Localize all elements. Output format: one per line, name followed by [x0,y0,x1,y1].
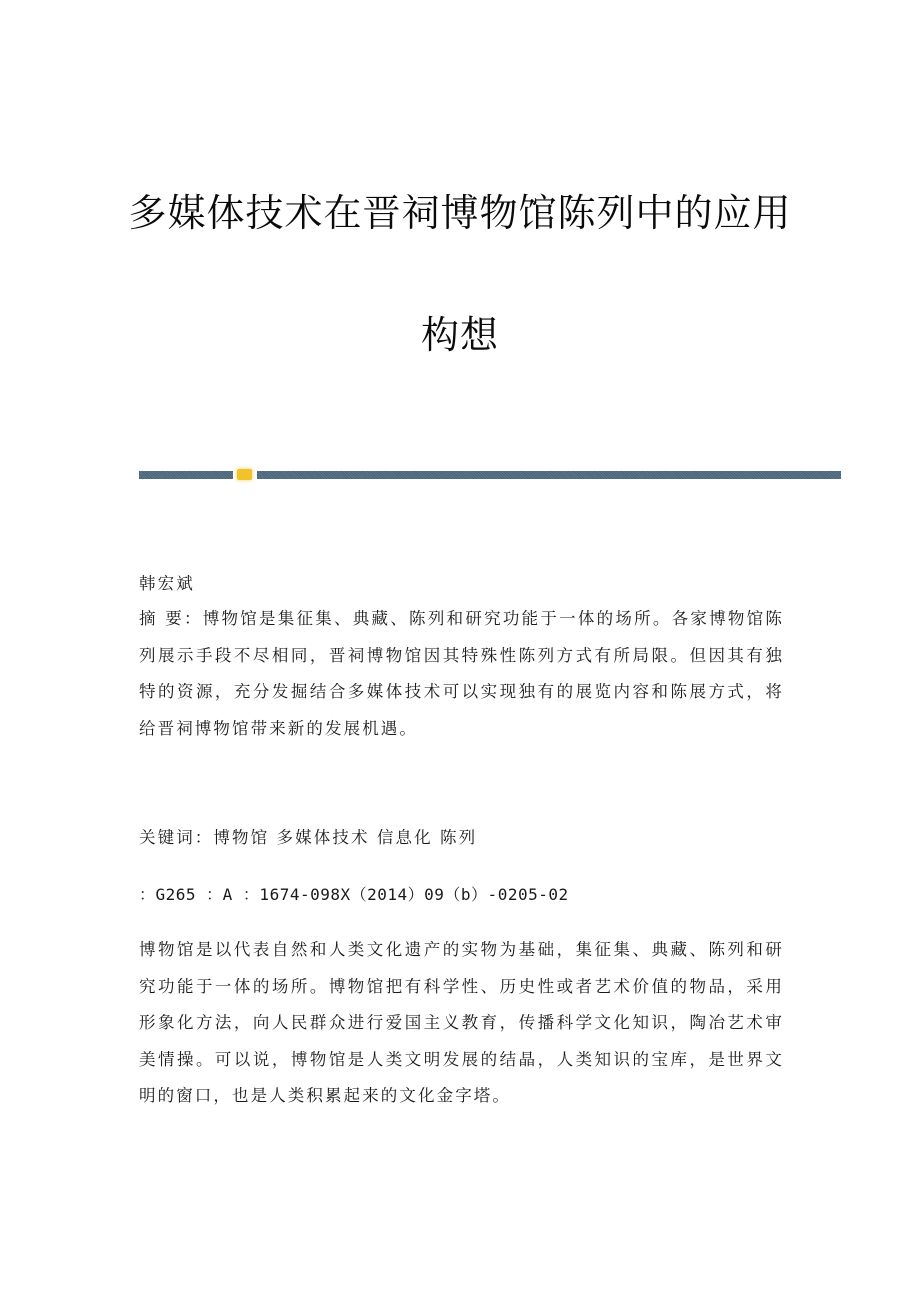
divider-bar-left [139,471,233,479]
document-title-line-1: 多媒体技术在晋祠博物馆陈列中的应用 [128,191,792,235]
abstract [139,601,784,747]
abstract-label: 摘 要： [139,609,203,628]
keywords-text: 博物馆 多媒体技术 信息化 陈列 [213,828,478,847]
keywords [139,820,784,857]
abstract-text: 博物馆是集征集、典藏、陈列和研究功能于一体的场所。各家博物馆陈列展示手段不尽相同，晋祠博物馆因其特殊性陈列方式有所局限。但因其有独特的资源，充分发掘结合多媒体技术可以实现独有的展览内容和陈展方式，将给晋祠博物馆带来新的发展机遇。 [139,609,784,738]
author-name: 韩宏斌 [139,574,195,593]
body-paragraph: 博物馆是以代表自然和人类文化遗产的实物为基础，集征集、典藏、陈列和研究功能于一体的场所。博物馆把有科学性、历史性或者艺术价值的物品，采用形象化方法，向人民群众进行爱国主义教育，传播科学文化知识，陶冶艺术审美情操。可以说，博物馆是人类文明发展的结晶，人类知识的宝库，是世界文明的窗口，也是人类积累起来的文化金字塔。 [139,940,784,1105]
title-divider [139,471,841,480]
divider-ornament-icon [237,469,252,480]
keywords-label: 关键词： [139,828,214,847]
divider-bar-right [257,471,841,479]
document-title-line-2: 构想 [420,313,499,357]
classification-line: ：G265 ：A ：1674-098X（2014）09（b）-0205-02 [139,885,569,904]
